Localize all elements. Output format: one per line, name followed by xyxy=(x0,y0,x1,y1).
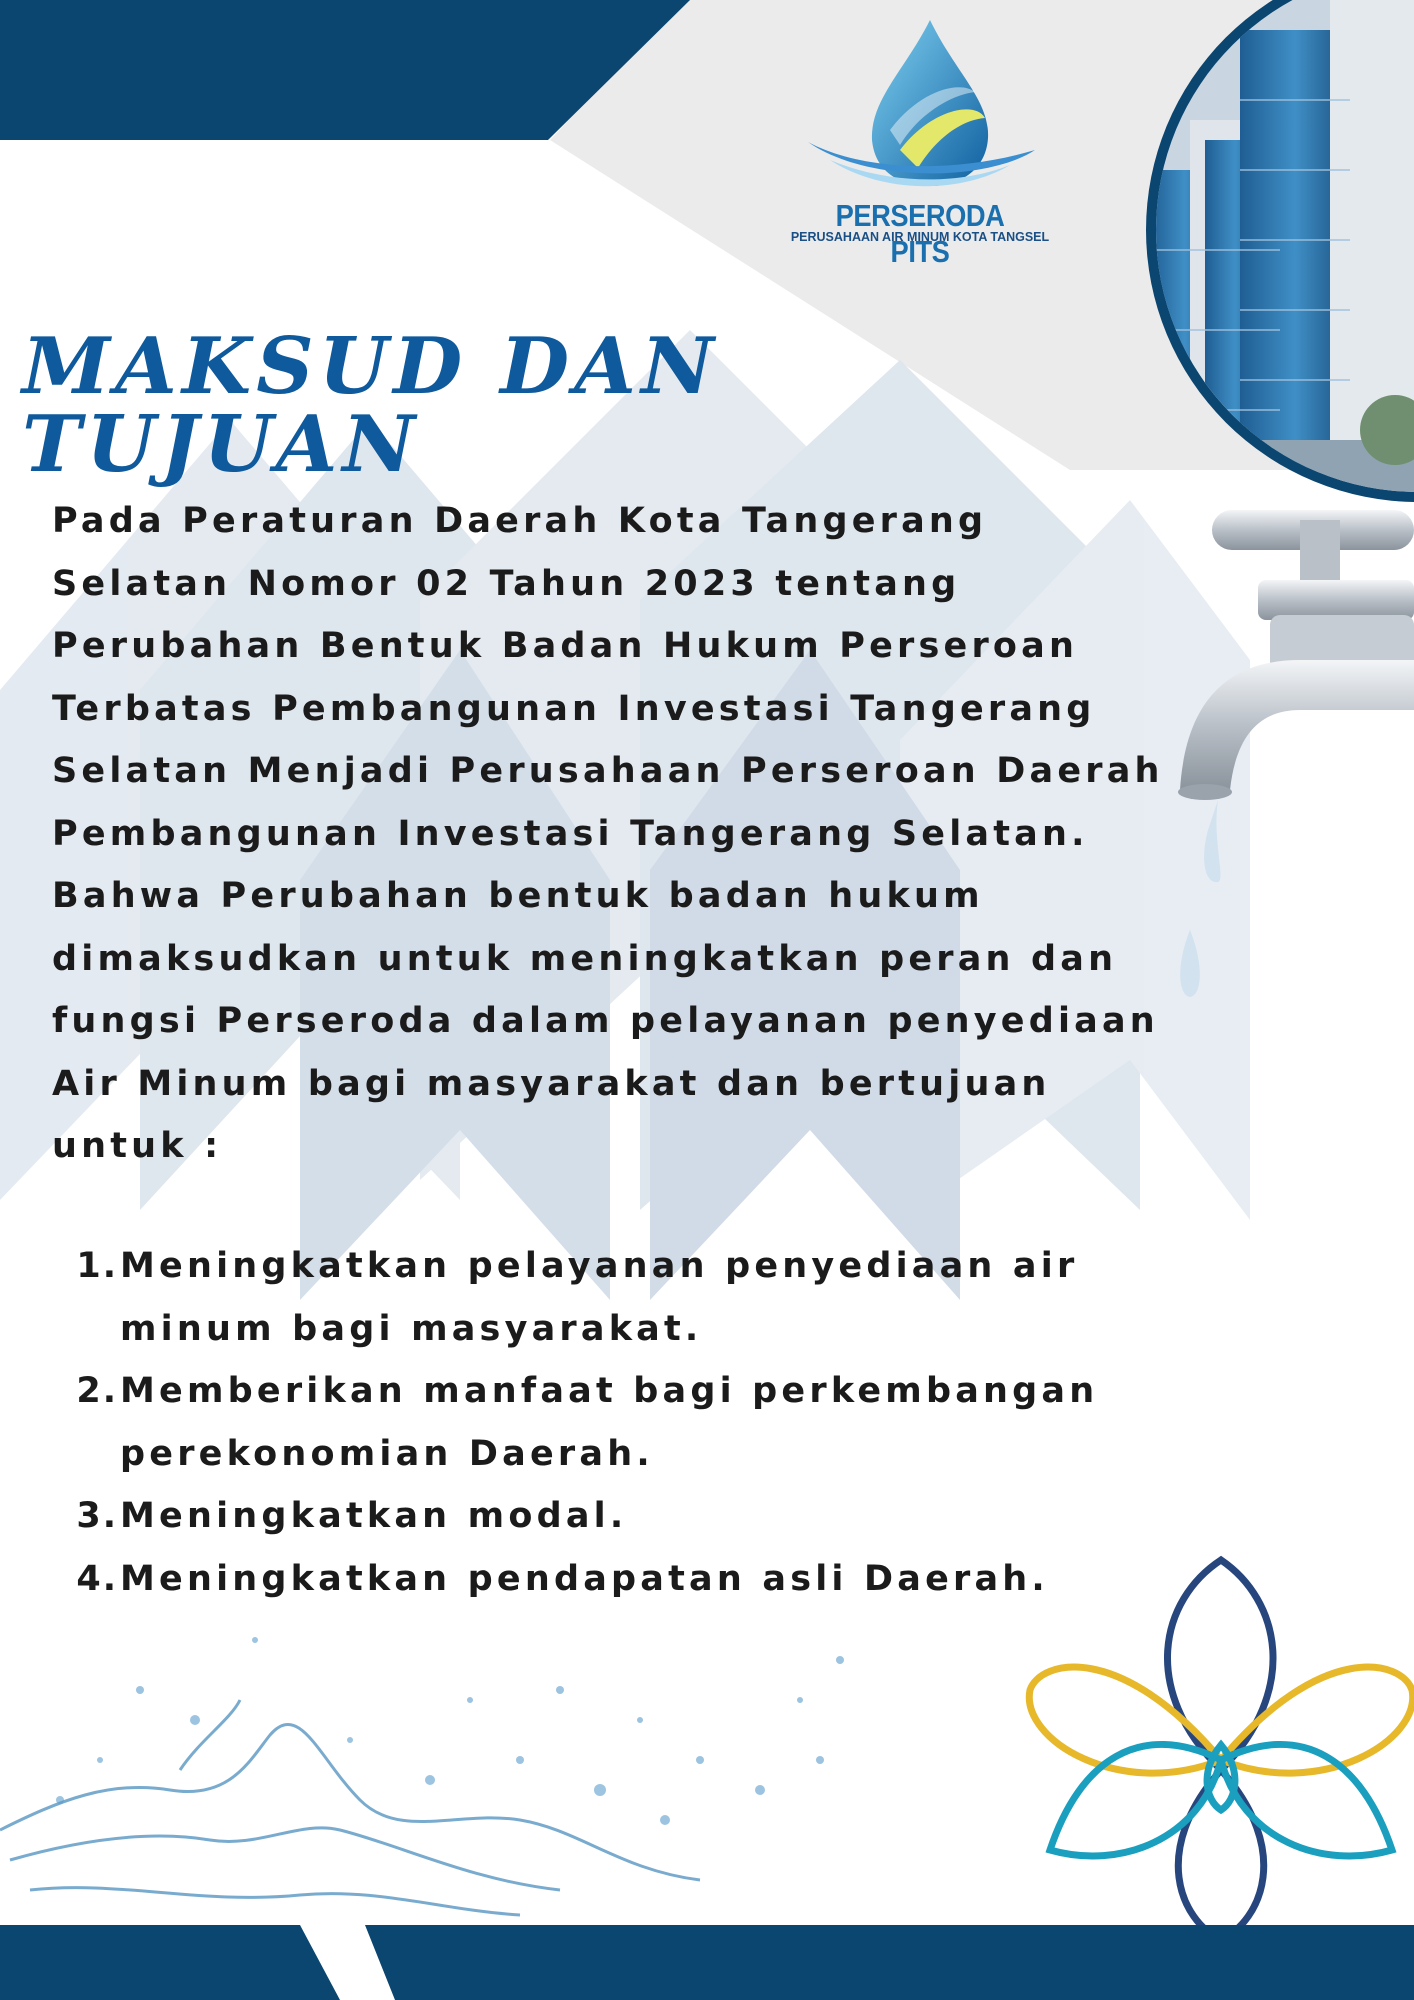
list-item-number: 3. xyxy=(76,1496,118,1536)
list-item xyxy=(64,1485,1164,1548)
water-splash-image xyxy=(0,1700,700,1915)
water-droplets xyxy=(56,1637,844,1825)
list-item xyxy=(64,1548,1164,1611)
list-item-text: Meningkatkan pelayanan penyediaan air minum bagi masyarakat. xyxy=(120,1246,1079,1349)
list-item xyxy=(64,1360,1164,1485)
intro-paragraph xyxy=(52,490,1182,1178)
brand-tagline: PERUSAHAAN AIR MINUM KOTA TANGSEL xyxy=(790,230,1050,244)
list-item-number: 1. xyxy=(76,1246,118,1286)
orchid-emblem xyxy=(1029,1560,1412,1940)
goals-list xyxy=(64,1235,1164,1610)
intro-paragraph-text: Pada Peraturan Daerah Kota Tangerang Selatan Nomor 02 Tahun 2023 tentang Perubahan Bentuk Badan Hukum Perseroan Terbatas Pembangunan Investasi Tangerang Selatan Menjadi Perusahaan Perseroan Daerah Pembangunan Investasi Tangerang Selatan. Bahwa Perubahan bentuk badan hukum dimaksudkan untuk meningkatkan peran dan fungsi Perseroda dalam pelayanan penyediaan Air Minum bagi masyarakat dan bertujuan untuk : xyxy=(52,501,1164,1166)
bottom-navy-left xyxy=(0,1925,340,2000)
bottom-navy-right xyxy=(365,1925,1414,2000)
list-item-text: Memberikan manfaat bagi perkembangan perekonomian Daerah. xyxy=(120,1371,1099,1474)
page-title: MAKSUD DAN TUJUAN xyxy=(22,321,719,490)
list-item-number: 2. xyxy=(76,1371,118,1411)
list-item-number: 4. xyxy=(76,1558,118,1599)
list-item-text: Meningkatkan pendapatan asli Daerah. xyxy=(120,1558,1049,1599)
brand-name: PERSERODA PITS xyxy=(835,198,1005,269)
list-item-text: Meningkatkan modal. xyxy=(120,1496,628,1536)
list-item xyxy=(64,1235,1164,1360)
